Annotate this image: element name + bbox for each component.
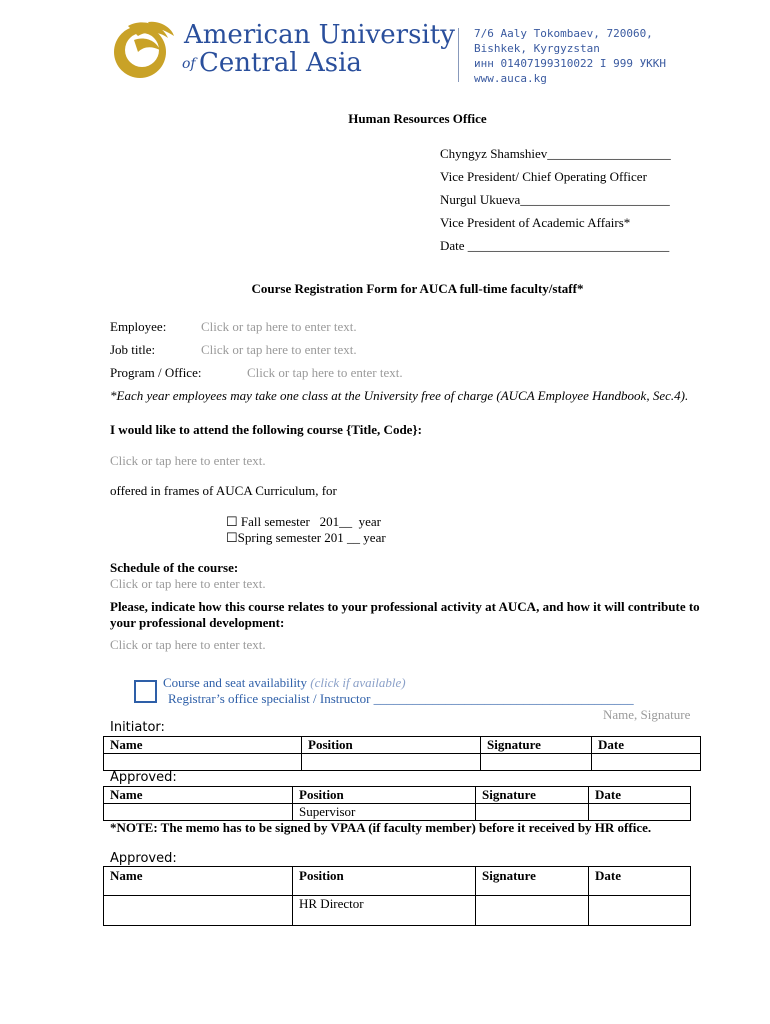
header-signature: Signature (476, 787, 589, 804)
initiator-table (103, 736, 701, 771)
header-signature: Signature (476, 867, 589, 896)
header-name: Name (104, 787, 293, 804)
hr-name-cell[interactable] (104, 896, 293, 926)
approvers-block (440, 142, 671, 257)
attend-label: I would like to attend the following course {Title, Code}: (110, 422, 422, 437)
initiator-position-cell[interactable] (302, 754, 481, 771)
employee-label: Employee: (110, 319, 167, 334)
hr-date-cell[interactable] (589, 896, 691, 926)
header-position: Position (302, 737, 481, 754)
form-title: Course Registration Form for AUCA full-time faculty/staff* (251, 281, 584, 296)
initiator-signature-cell[interactable] (481, 754, 592, 771)
supervisor-name-cell[interactable] (104, 804, 293, 821)
approver-line: Vice President of Academic Affairs* (440, 215, 631, 230)
spring-semester-checkbox[interactable]: ☐Spring semester 201 __ year (226, 530, 386, 545)
logo-of: of (182, 56, 196, 72)
registrar-line: Registrar’s office specialist / Instructor ________________________________________ (168, 691, 634, 706)
availability-title-text: Course and seat availability (163, 675, 308, 690)
initiator-name-cell[interactable] (104, 754, 302, 771)
course-input[interactable]: Click or tap here to enter text. (110, 453, 266, 468)
header-position: Position (293, 787, 476, 804)
relation-input[interactable]: Click or tap here to enter text. (110, 637, 266, 652)
logo-line1: American University (184, 20, 455, 50)
address-line: www.auca.kg (474, 72, 547, 85)
logo-line2: Central Asia (199, 48, 362, 78)
approved-supervisor-table (103, 786, 691, 821)
supervisor-signature-cell[interactable] (476, 804, 589, 821)
header-signature: Signature (481, 737, 592, 754)
availability-title (163, 675, 406, 691)
address-line: Bishkek, Kyrgyzstan (474, 42, 600, 55)
office-title: Human Resources Office (348, 111, 487, 126)
approver-line: Vice President/ Chief Operating Officer (440, 169, 647, 184)
header-name: Name (104, 867, 293, 896)
relation-label: Please, indicate how this course relates to your professional activity at AUCA, and how it will contribute to your professional development: (110, 599, 700, 630)
schedule-input[interactable]: Click or tap here to enter text. (110, 576, 266, 591)
approved-label: Approved: (110, 851, 177, 866)
vpaa-note: *NOTE: The memo has to be signed by VPAA (if faculty member) before it received by HR office. (110, 820, 652, 835)
hr-position-cell: HR Director (293, 896, 476, 926)
schedule-label: Schedule of the course: (110, 560, 239, 575)
eagle-emblem-icon (108, 14, 180, 84)
employee-input[interactable]: Click or tap here to enter text. (201, 319, 357, 334)
initiator-date-cell[interactable] (592, 754, 701, 771)
availability-checkbox[interactable] (134, 680, 157, 703)
approver-line: Date _______________________________ (440, 238, 670, 253)
auca-logo (108, 14, 455, 84)
supervisor-date-cell[interactable] (589, 804, 691, 821)
approved-label: Approved: (110, 770, 177, 785)
header-name: Name (104, 737, 302, 754)
fall-semester-checkbox[interactable]: ☐ Fall semester 201__ year (226, 514, 381, 529)
supervisor-position-cell: Supervisor (293, 804, 476, 821)
free-class-note: *Each year employees may take one class at the University free of charge (AUCA Employee Handbook, Sec.4). (110, 388, 689, 403)
header-position: Position (293, 867, 476, 896)
jobtitle-label: Job title: (110, 342, 156, 357)
jobtitle-input[interactable]: Click or tap here to enter text. (201, 342, 357, 357)
hr-signature-cell[interactable] (476, 896, 589, 926)
approver-line: Nurgul Ukueva_______________________ (440, 192, 670, 207)
program-input[interactable]: Click or tap here to enter text. (247, 365, 403, 380)
address-block (474, 26, 666, 86)
address-line: инн 01407199310022 I 999 УККН (474, 57, 667, 70)
header-divider (458, 28, 459, 82)
address-line: 7/6 Aaly Tokombaev, 720060, (474, 27, 653, 40)
approver-line: Chyngyz Shamshiev___________________ (440, 146, 671, 161)
curriculum-text: offered in frames of AUCA Curriculum, for (110, 483, 337, 498)
initiator-label: Initiator: (110, 720, 165, 735)
availability-hint: (click if available) (310, 675, 406, 690)
header-date: Date (589, 867, 691, 896)
program-label: Program / Office: (110, 365, 202, 380)
header-date: Date (589, 787, 691, 804)
approved-hr-table (103, 866, 691, 926)
header-date: Date (592, 737, 701, 754)
name-signature-caption: Name, Signature (603, 707, 691, 722)
